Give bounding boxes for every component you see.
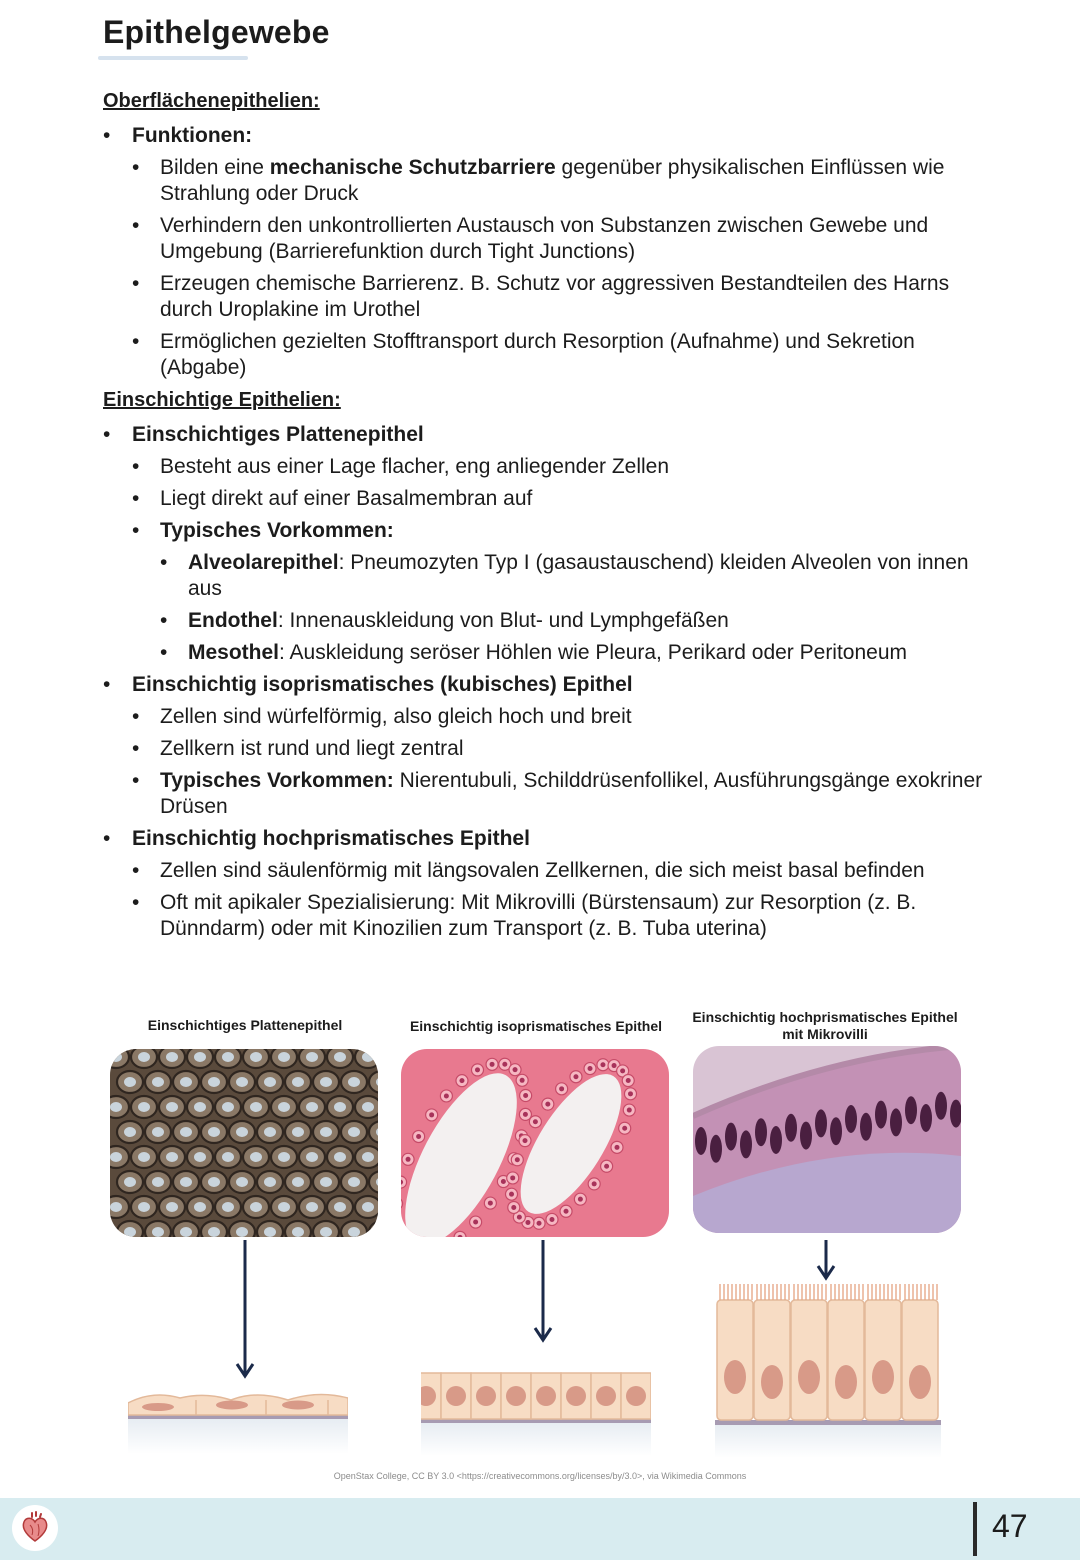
list-item [160, 640, 993, 666]
heart-icon [12, 1505, 58, 1551]
arrow-down-column [813, 1240, 839, 1284]
functions-list [132, 155, 993, 381]
text: : Pneumozyten Typ I (gasaustauschend) kleiden Alveolen von innen aus [188, 551, 969, 600]
figure-label-column [686, 1009, 964, 1043]
list-item: • Oft mit apikaler Spezialisierung: Mit Mikrovilli (Bürstensaum) zur Resorption (z. B. Dünndarm) oder mit Kinozilien zum Transport (z. B. Tuba uterina) [132, 890, 993, 942]
micrograph-cubic [401, 1049, 669, 1237]
page-separator [973, 1502, 977, 1556]
single-list [103, 422, 993, 942]
bold-term: Typisches Vorkommen: [160, 769, 394, 792]
list-item [103, 422, 993, 666]
cubic-label: Einschichtig isoprismatisches (kubisches) Epithel [132, 673, 633, 696]
content [103, 88, 993, 948]
micrograph-column-image [693, 1046, 961, 1233]
arrow-down-cubic [530, 1240, 556, 1346]
list-item: • Besteht aus einer Lage flacher, eng anliegender Zellen [132, 454, 993, 480]
list-item [132, 518, 993, 666]
occurrence-list [160, 550, 993, 666]
list-item [103, 672, 993, 820]
diagram-plate [128, 1378, 348, 1454]
column-label: Einschichtig hochprismatisches Epithel [132, 827, 530, 850]
list-item [103, 123, 993, 381]
text: : Innenauskleidung von Blut- und Lymphgefäßen [277, 609, 729, 632]
figure-label-plate: Einschichtiges Plattenepithel [147, 1017, 343, 1033]
cubic-list [132, 704, 993, 820]
diagram-cubic [421, 1370, 651, 1456]
list-item: • Erzeugen chemische Barrierenz. B. Schutz vor aggressiven Bestandteilen des Harns durch Uroplakine im Urothel [132, 271, 993, 323]
figure-label-column-line1: Einschichtig hochprismatisches Epithel [692, 1009, 958, 1025]
list-item [103, 826, 993, 942]
bold-term: Alveolarepithel [188, 551, 339, 574]
list-item: • Ermöglichen gezielten Stofftransport durch Resorption (Aufnahme) und Sekretion (Abgabe) [132, 329, 993, 381]
arrow-down-plate [232, 1240, 258, 1382]
section-heading-single: Einschichtige Epithelien: [103, 389, 341, 411]
surface-list [103, 123, 993, 381]
plate-list [132, 454, 993, 666]
bold-term: Endothel [188, 609, 278, 632]
page-title: Epithelgewebe [103, 14, 330, 50]
page-number: 47 [992, 1508, 1028, 1544]
text: gegenüber physikalischen Einflüssen wie Strahlung oder Druck [160, 156, 945, 205]
micrograph-cubic-image [401, 1049, 669, 1237]
occurrence-label: Typisches Vorkommen: [160, 519, 394, 542]
list-item: • Verhindern den unkontrollierten Austausch von Substanzen zwischen Gewebe und Umgebung (Barrierefunktion durch Tight Junctions) [132, 213, 993, 265]
bold-term: mechanische Schutzbarriere [269, 156, 556, 179]
micrograph-plate-image [110, 1049, 378, 1237]
list-item: • Liegt direkt auf einer Basalmembran auf [132, 486, 993, 512]
list-item [132, 155, 993, 207]
title-underline [98, 56, 248, 60]
list-item: • Zellen sind würfelförmig, also gleich hoch und breit [132, 704, 993, 730]
micrograph-column [693, 1046, 961, 1233]
heart-badge [12, 1505, 58, 1551]
micrograph-plate [110, 1049, 378, 1237]
functions-label: Funktionen: [132, 124, 253, 147]
plate-label: Einschichtiges Plattenepithel [132, 423, 424, 446]
bold-term: Mesothel [188, 641, 280, 664]
text: Bilden eine [160, 156, 270, 179]
text: : Auskleidung seröser Höhlen wie Pleura, Perikard oder Peritoneum [279, 641, 908, 664]
column-list [132, 858, 993, 942]
list-item [160, 608, 993, 634]
list-item [160, 550, 993, 602]
figure-label-cubic: Einschichtig isoprismatisches Epithel [409, 1018, 663, 1034]
diagram-column [715, 1282, 941, 1458]
image-credit: OpenStax College, CC BY 3.0 <https://creativecommons.org/licenses/by/3.0>, via Wikimedia Commons [333, 1471, 747, 1481]
section-heading-surface: Oberflächenepithelien: [103, 90, 320, 112]
text: Nierentubuli, Schilddrüsenfollikel, Ausführungsgänge exokriner Drüsen [160, 769, 983, 818]
list-item: • Zellkern ist rund und liegt zentral [132, 736, 993, 762]
list-item [132, 768, 993, 820]
list-item: • Zellen sind säulenförmig mit längsovalen Zellkernen, die sich meist basal befinden [132, 858, 993, 884]
figure-label-column-line2: mit Mikrovilli [782, 1026, 868, 1042]
footer [0, 1498, 1080, 1560]
